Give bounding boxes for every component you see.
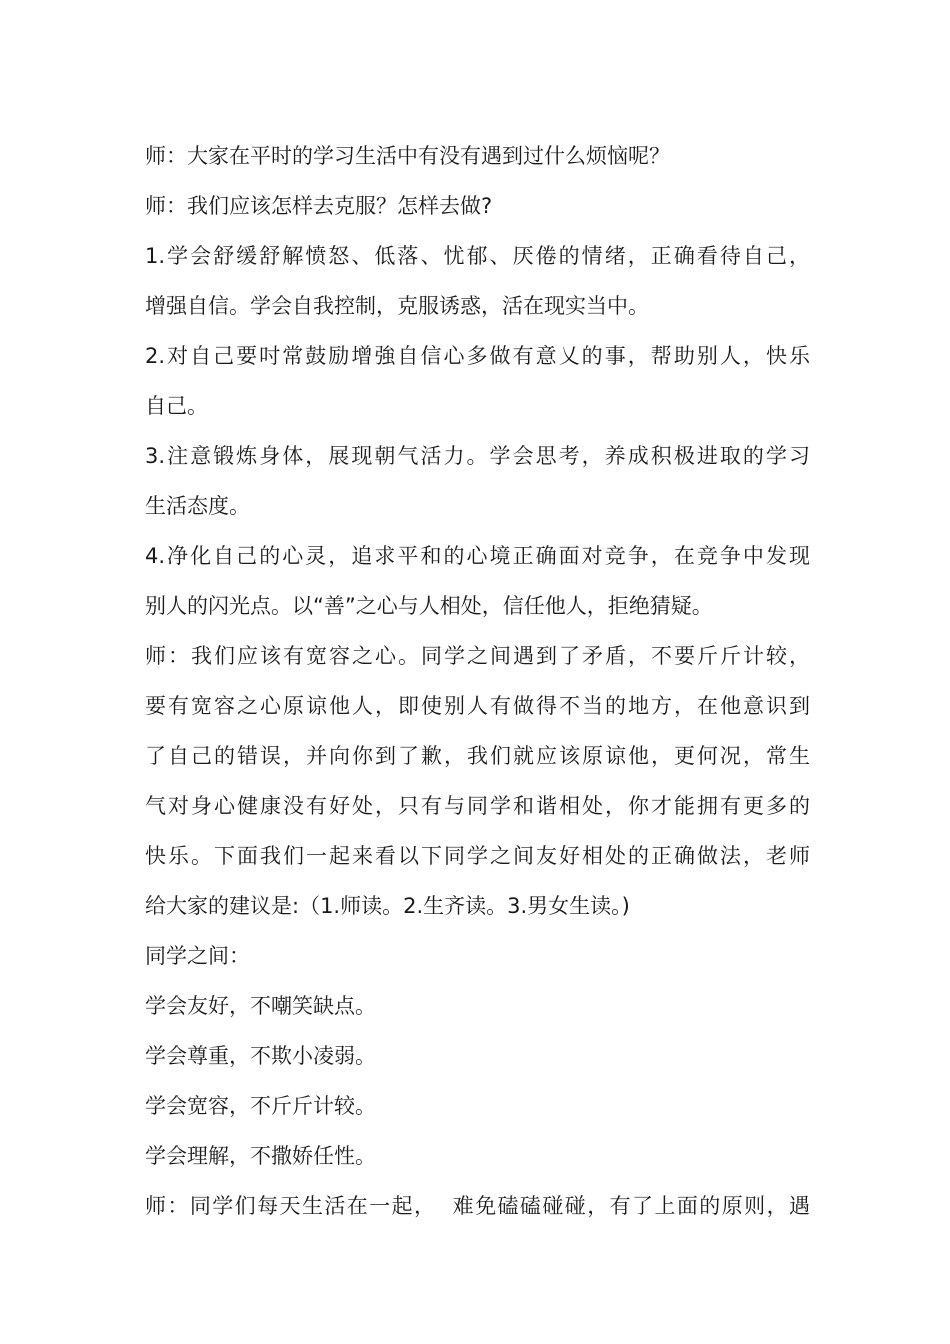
text-line-4: 增强自信。学会自我控制，克服诱惑，活在现实当中。	[145, 294, 649, 318]
text-line-1: 师：大家在平时的学习生活中有没有遇到过什么烦恼呢？	[145, 144, 670, 168]
document-body	[145, 131, 810, 1231]
text-line-6: 自己。	[145, 394, 208, 418]
text-line-3: 1.学会舒缓舒解愤怒、低落、忧郁、厌倦的情绪，正确看待自己，	[145, 244, 810, 268]
text-line-17: 同学之间：	[145, 944, 250, 968]
text-line-14: 气对身心健康没有好处，只有与同学和谐相处，你才能拥有更多的	[145, 794, 810, 818]
text-line-21: 学会理解，不撒娇任性。	[145, 1144, 376, 1168]
text-line-18: 学会友好，不嘲笑缺点。	[145, 994, 376, 1018]
text-line-13: 了自己的错误，并向你到了歉，我们就应该原谅他，更何况，常生	[145, 744, 810, 768]
text-line-16: 给大家的建议是:（1.师读。2.生齐读。3.男女生读。)	[145, 894, 630, 918]
text-line-19: 学会尊重，不欺小凌弱。	[145, 1044, 376, 1068]
text-line-9: 4.净化自己的心灵，追求平和的心境正确面对竞争，在竞争中发现	[145, 544, 810, 568]
text-line-11: 师：我们应该有宽容之心。同学之间遇到了矛盾，不要斤斤计较，	[145, 644, 810, 668]
text-line-7: 3.注意锻炼身体，展现朝气活力。学会思考，养成积极进取的学习	[145, 444, 810, 468]
text-line-8: 生活态度。	[145, 494, 250, 518]
text-line-10: 别人的闪光点。以“善”之心与人相处，信任他人，拒绝猜疑。	[145, 594, 713, 618]
text-line-2: 师：我们应该怎样去克服？怎样去做?	[145, 194, 493, 218]
text-line-15: 快乐。下面我们一起来看以下同学之间友好相处的正确做法，老师	[145, 844, 810, 868]
text-line-22: 师：同学们每天生活在一起， 难免磕磕碰碰，有了上面的原则，遇	[145, 1194, 810, 1218]
text-line-5: 2.对自己要吋常鼓励增強自信心多做有意乂的事，帮助别人，快乐	[145, 344, 810, 368]
text-line-20: 学会宽容，不斤斤计较。	[145, 1094, 376, 1118]
text-line-12: 要有宽容之心原谅他人，即使别人有做得不当的地方，在他意识到	[145, 694, 810, 718]
